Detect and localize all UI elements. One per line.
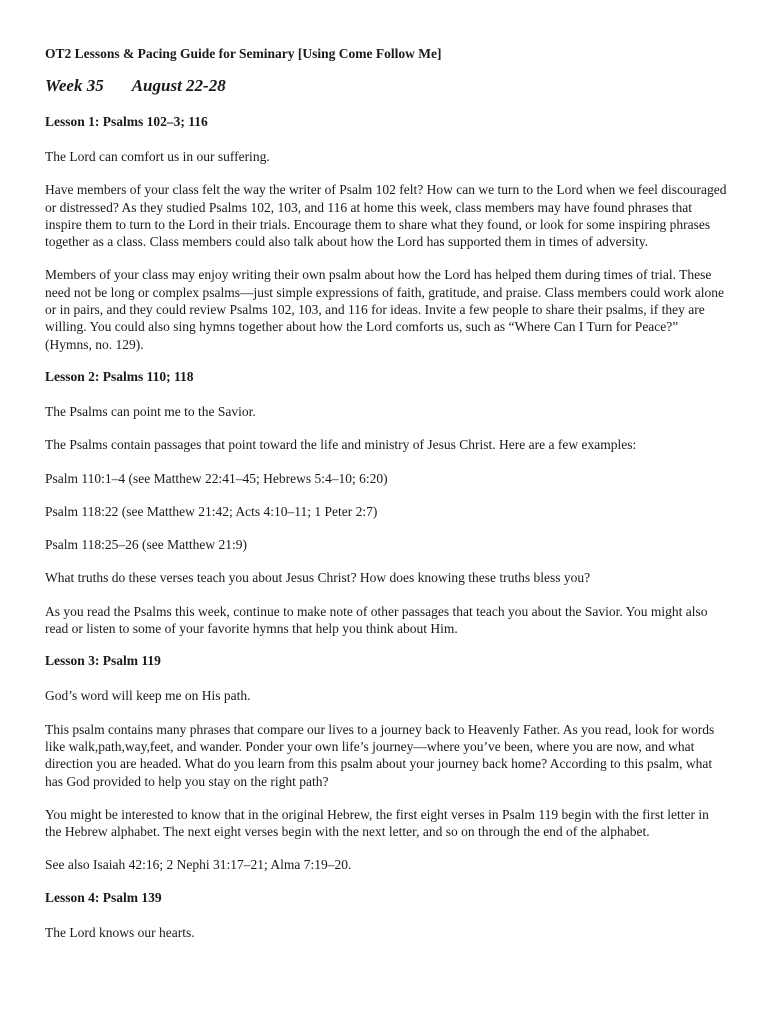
lesson-principle: The Lord can comfort us in our suffering.: [45, 149, 270, 164]
lesson-heading: Lesson 2: Psalms 110; 118: [45, 368, 194, 384]
paragraph: Members of your class may enjoy writing their own psalm about how the Lord has helped them during times of trial. These need not be long or complex psalms—just simple expressions of faith, gratitude, and praise. Class members could work alone or in pairs, and they could review Psalms 102, 103, and 116 for ideas. Invite a few people to share their psalms, if they are willing. You could also sing hymns together about how the Lord comforts us, such as “Where Can I Turn for Peace?” (Hymns, no. 129).: [45, 267, 724, 352]
lesson-principle: The Lord knows our hearts.: [45, 924, 195, 940]
scripture-reference: See also Isaiah 42:16; 2 Nephi 31:17–21; Alma 7:19–20.: [45, 857, 352, 873]
paragraph: You might be interested to know that in the original Hebrew, the first eight verses in Psalm 119 begin with the first letter in the Hebrew alphabet. The next eight verses begin with the next letter, and so on through the end of the alphabet.: [45, 806, 709, 840]
week-label: Week 35: [45, 76, 104, 95]
scripture-reference: Psalm 110:1–4 (see Matthew 22:41–45; Hebrews 5:4–10; 6:20): [45, 470, 388, 486]
lesson-heading: Lesson 1: Psalms 102–3; 116: [45, 114, 208, 129]
lesson-2: [45, 369, 728, 637]
lesson-principle: The Psalms can point me to the Savior.: [45, 403, 256, 419]
paragraph: This psalm contains many phrases that compare our lives to a journey back to Heavenly Father. As you read, look for words like walk,path,way,feet, and wander. Ponder your own life’s journey—where you’ve been, where you are now, and what direction you are headed. What do you learn from this psalm about your journey back home? According to this psalm, what has God provided to help you stay on the right path?: [45, 721, 715, 789]
document-title: OT2 Lessons & Pacing Guide for Seminary [Using Come Follow Me]: [45, 46, 442, 61]
week-heading: [45, 76, 728, 96]
paragraph: Have members of your class felt the way the writer of Psalm 102 felt? How can we turn to the Lord when we feel discouraged or distressed? As they studied Psalms 102, 103, and 116 at home this week, class members may have found phrases that inspire them to turn to the Lord in their trials. Encourage them to share what they found, or look for some inspiring phrases together as a class. Class members could also talk about how the Lord has supported them in times of adversity.: [45, 182, 727, 250]
lesson-heading: Lesson 4: Psalm 139: [45, 889, 162, 905]
lesson-3: [45, 653, 728, 873]
paragraph: What truths do these verses teach you about Jesus Christ? How does knowing these truths bless you?: [45, 570, 591, 586]
paragraph: The Psalms contain passages that point toward the life and ministry of Jesus Christ. Here are a few examples:: [45, 437, 637, 453]
scripture-reference: Psalm 118:25–26 (see Matthew 21:9): [45, 537, 247, 553]
lesson-principle: God’s word will keep me on His path.: [45, 688, 251, 704]
lesson-1: [45, 114, 728, 353]
lesson-heading: Lesson 3: Psalm 119: [45, 653, 161, 669]
scripture-reference: Psalm 118:22 (see Matthew 21:42; Acts 4:10–11; 1 Peter 2:7): [45, 503, 378, 519]
lesson-4: [45, 890, 728, 941]
paragraph: As you read the Psalms this week, continue to make note of other passages that teach you about the Savior. You might also read or listen to some of your favorite hymns that help you think about Him.: [45, 603, 708, 637]
week-dates: August 22-28: [131, 76, 226, 95]
